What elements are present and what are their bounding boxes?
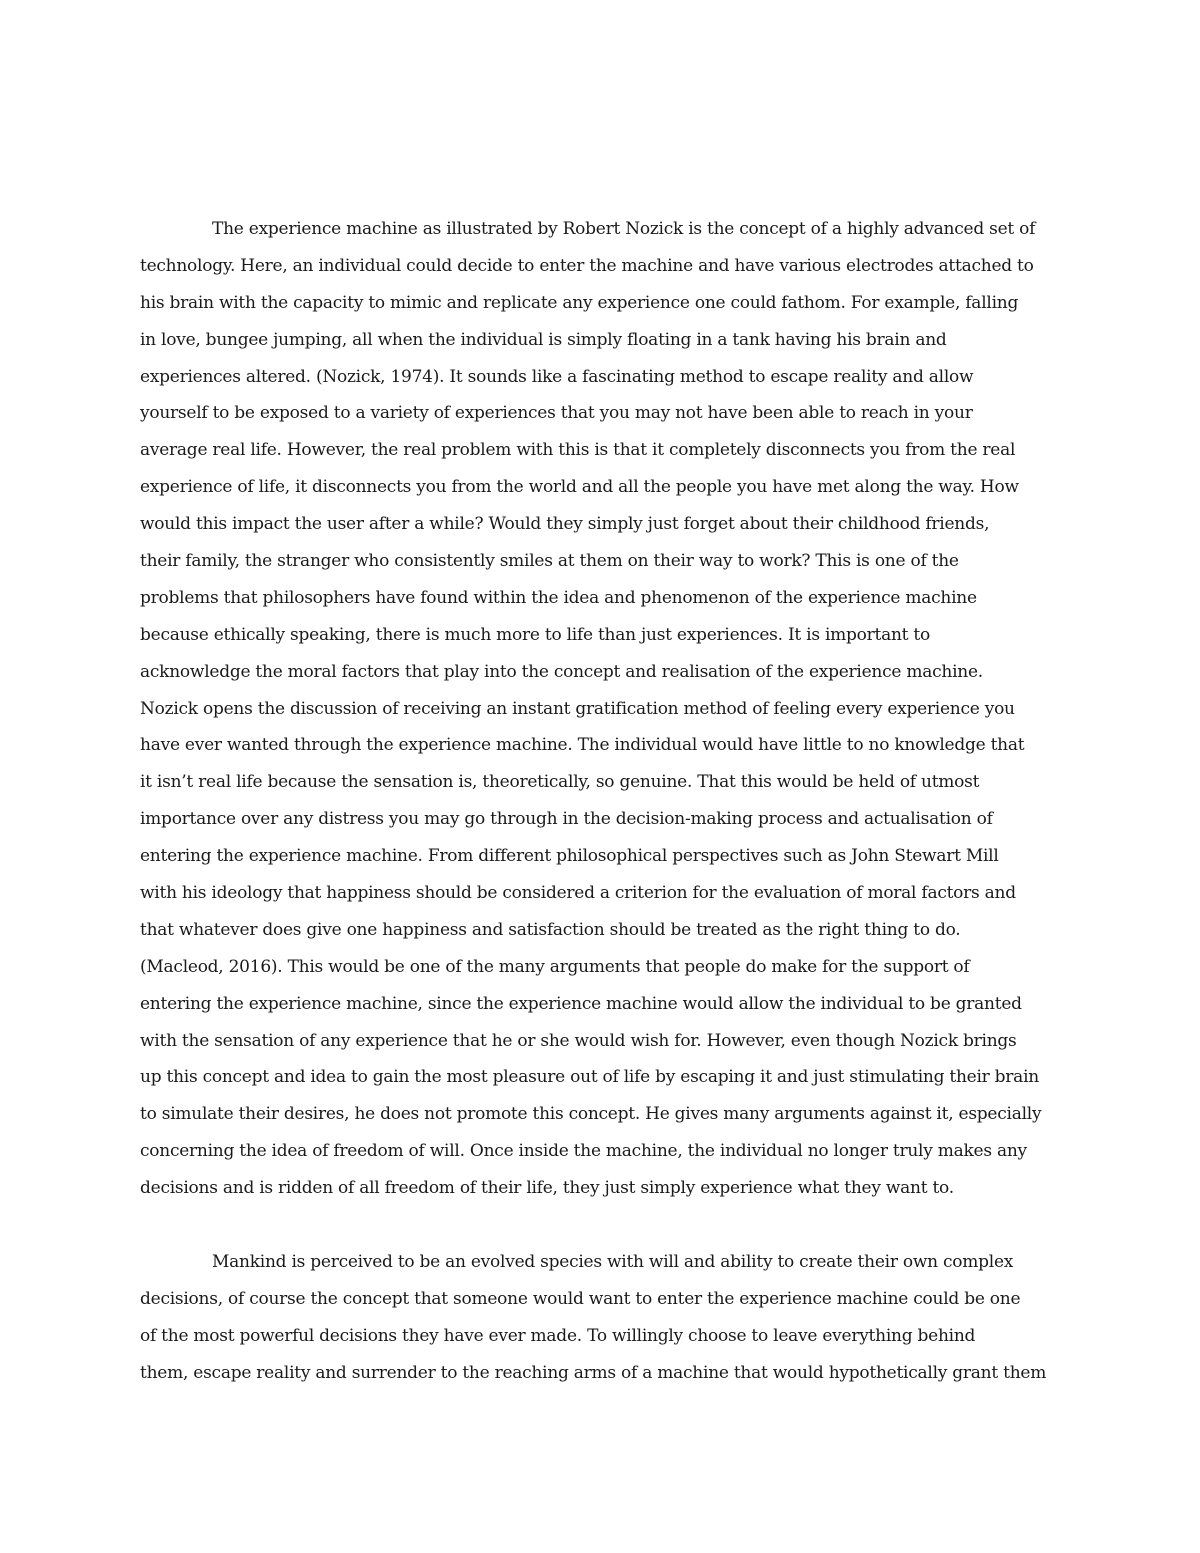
text-line: technology. Here, an individual could decide to enter the machine and have various electrodes attached to <box>140 255 1034 276</box>
text-line: them, escape reality and surrender to the reaching arms of a machine that would hypothetically grant them <box>140 1362 1047 1383</box>
text-line: their family, the stranger who consistently smiles at them on their way to work? This is one of the <box>140 551 959 572</box>
text-line: yourself to be exposed to a variety of experiences that you may not have been able to reach in your <box>140 403 973 424</box>
text-line: Mankind is perceived to be an evolved species with will and ability to create their own complex <box>212 1251 1014 1272</box>
text-line: concerning the idea of freedom of will. Once inside the machine, the individual no longer truly makes any <box>140 1141 1027 1162</box>
text-line: his brain with the capacity to mimic and replicate any experience one could fathom. For example, falling <box>140 292 1019 313</box>
text-line: entering the experience machine, since the experience machine would allow the individual to be granted <box>140 993 1022 1014</box>
body-text <box>140 211 1060 1392</box>
text-line: problems that philosophers have found within the idea and phenomenon of the experience machine <box>140 587 977 608</box>
text-line: The experience machine as illustrated by Robert Nozick is the concept of a highly advanced set of <box>212 219 1036 239</box>
text-line: average real life. However, the real problem with this is that it completely disconnects you from the real <box>140 440 1016 461</box>
text-line: in love, bungee jumping, all when the individual is simply floating in a tank having his brain and <box>140 329 947 350</box>
text-line: Nozick opens the discussion of receiving an instant gratification method of feeling every experience you <box>140 698 1015 719</box>
text-line: decisions and is ridden of all freedom of their life, they just simply experience what they want to. <box>140 1178 954 1199</box>
text-line: experiences altered. (Nozick, 1974). It sounds like a fascinating method to escape reality and allow <box>140 366 974 387</box>
text-line: (Macleod, 2016). This would be one of the many arguments that people do make for the support of <box>140 956 970 977</box>
text-line: that whatever does give one happiness and satisfaction should be treated as the right thing to do. <box>140 919 961 940</box>
paragraph-2 <box>140 1244 1060 1392</box>
paragraph-1 <box>140 211 1060 1207</box>
paragraph-spacer <box>140 1207 1060 1244</box>
text-line: because ethically speaking, there is much more to life than just experiences. It is important to <box>140 624 930 645</box>
text-line: have ever wanted through the experience machine. The individual would have little to no knowledge that <box>140 735 1025 756</box>
text-line: decisions, of course the concept that someone would want to enter the experience machine could be one <box>140 1288 1021 1309</box>
text-line: it isn’t real life because the sensation is, theoretically, so genuine. That this would be held of utmost <box>140 772 980 793</box>
text-line: experience of life, it disconnects you from the world and all the people you have met along the way. How <box>140 477 1019 498</box>
text-line: would this impact the user after a while? Would they simply just forget about their childhood friends, <box>140 514 990 535</box>
text-line: entering the experience machine. From different philosophical perspectives such as John Stewart Mill <box>140 846 999 867</box>
text-line: acknowledge the moral factors that play into the concept and realisation of the experience machine. <box>140 661 983 682</box>
text-line: of the most powerful decisions they have ever made. To willingly choose to leave everything behind <box>140 1325 976 1346</box>
text-line: importance over any distress you may go through in the decision-making process and actualisation of <box>140 809 993 830</box>
text-line: up this concept and idea to gain the most pleasure out of life by escaping it and just stimulating their brain <box>140 1067 1039 1088</box>
text-line: with the sensation of any experience that he or she would wish for. However, even though Nozick brings <box>140 1030 1017 1051</box>
text-line: with his ideology that happiness should be considered a criterion for the evaluation of moral factors and <box>140 883 1016 904</box>
text-line: to simulate their desires, he does not promote this concept. He gives many arguments against it, especially <box>140 1104 1042 1125</box>
